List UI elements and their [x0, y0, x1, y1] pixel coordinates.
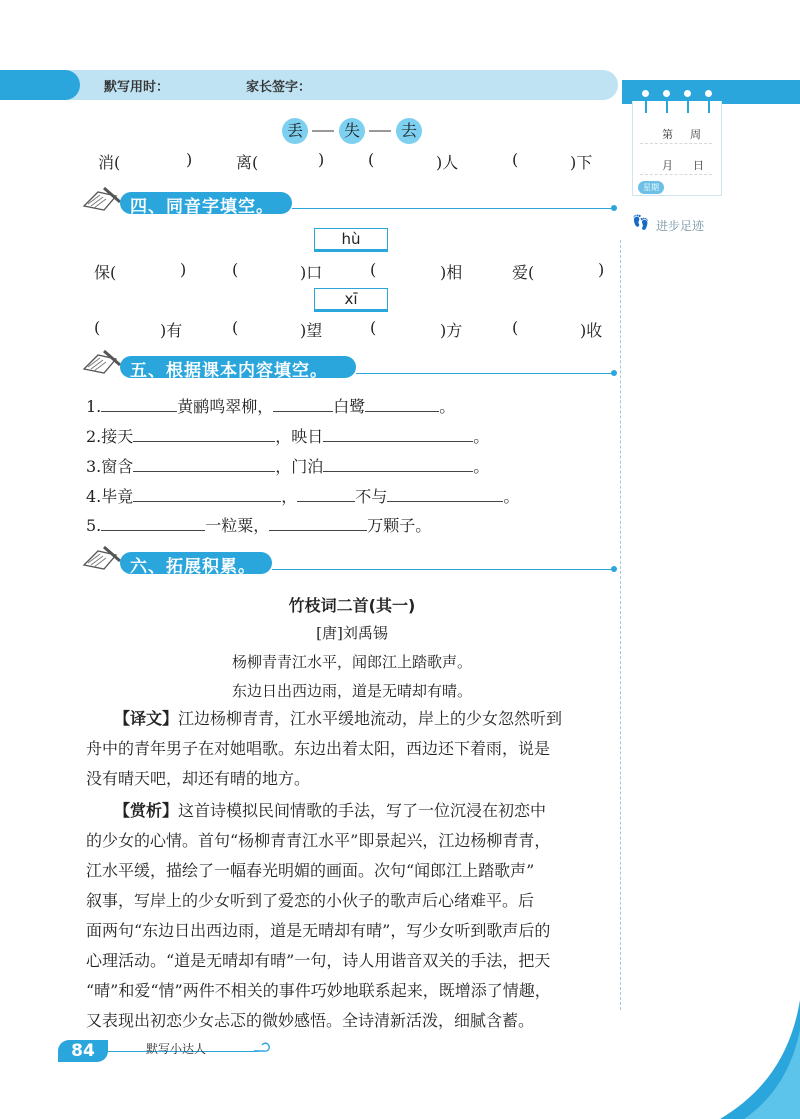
hu-cell: )口: [300, 263, 323, 282]
xi-cell: (: [232, 318, 239, 337]
answer-blank[interactable]: [133, 485, 281, 502]
poem-title: 竹枝词二首(其一): [288, 596, 416, 615]
ring-stem: [645, 97, 647, 113]
divider: [640, 143, 712, 144]
fill-line-4: [86, 483, 519, 511]
text-line: 这首诗模拟民间情歌的手法，写了一位沉浸在初恋中: [178, 801, 547, 820]
section-5-title: 五、根据课本内容填空。: [130, 361, 328, 381]
answer-blank[interactable]: [323, 455, 473, 472]
hu-cell: ): [598, 260, 605, 279]
text-line: 江边杨柳青青，江水平缓地流动，岸上的少女忽然听到: [178, 709, 563, 728]
text-line: 没有晴天吧，却还有晴的地方。: [86, 769, 311, 788]
answer-blank[interactable]: [273, 395, 333, 412]
poem-author: [唐]刘禹锡: [316, 624, 388, 642]
weekday-badge: 星期: [638, 181, 664, 194]
xi-cell: )有: [160, 321, 183, 340]
trio-cell: )下: [570, 153, 593, 172]
text-line: 又表现出初恋少女忐忑的微妙感悟。全诗清新活泼，细腻含蓄。: [86, 1011, 535, 1030]
trio-char: 去: [396, 118, 422, 144]
section-5-rule: [356, 373, 612, 374]
page-corner-decoration: [720, 1000, 800, 1119]
fill-text: ，映日: [275, 427, 324, 446]
pen-notebook-icon: [80, 543, 124, 571]
answer-blank[interactable]: [323, 425, 473, 442]
fill-text: 。: [503, 487, 520, 506]
parent-signature-label: 家长签字：: [246, 80, 312, 95]
fill-text: 白鹭: [333, 397, 366, 416]
footsteps-icon: 👣: [632, 215, 650, 231]
xi-cell: )收: [580, 321, 603, 340]
answer-blank[interactable]: [133, 425, 275, 442]
answer-blank[interactable]: [133, 455, 275, 472]
section-4-title: 四、同音字填空。: [130, 197, 274, 217]
fill-line-2: [86, 423, 489, 451]
xi-cell: (: [512, 318, 519, 337]
item-number: 1.: [86, 397, 102, 416]
hu-cell: (: [232, 260, 239, 279]
rule-end-dot: [611, 205, 617, 211]
trio-cell: ): [186, 150, 193, 169]
xi-cell: )望: [300, 321, 323, 340]
hu-cell: ): [180, 260, 187, 279]
hu-cell: 保(: [94, 263, 117, 282]
header-tab: [0, 70, 80, 100]
xi-cell: (: [94, 318, 101, 337]
trio-cell: (: [368, 150, 375, 169]
footer-label: 默写小达人: [146, 1042, 207, 1056]
section-6-rule: [272, 569, 612, 570]
answer-blank[interactable]: [387, 485, 503, 502]
fill-line-3: [86, 453, 489, 481]
trio-cell: 消(: [98, 153, 121, 172]
translation-tag: 【译文】: [114, 709, 179, 728]
fill-text: 万颗子。: [367, 516, 432, 535]
fill-text: 黄鹂鸣翠柳，: [177, 397, 274, 416]
item-number: 5.: [86, 516, 102, 535]
xi-cell: (: [370, 318, 377, 337]
item-number: 4.毕竟: [86, 487, 134, 506]
day-label: 日: [693, 159, 704, 172]
trio-cell: (: [512, 150, 519, 169]
text-line: 江水平缓，描绘了一幅春光明媚的画面。次句“闻郎江上踏歌声”: [86, 861, 535, 880]
fill-text: 。: [473, 427, 490, 446]
ring-stem: [708, 97, 710, 113]
section-4-rule: [292, 208, 612, 209]
curl-arrow-icon: [252, 1042, 272, 1058]
ring-stem: [687, 97, 689, 113]
fill-text: ，门泊: [275, 457, 324, 476]
text-line: “晴”和爱“情”两件不相关的事件巧妙地联系起来，既增添了情趣，: [86, 981, 551, 1000]
item-number: 3.窗含: [86, 457, 134, 476]
fill-text: 。: [439, 397, 456, 416]
pinyin-box: xī: [314, 288, 388, 312]
hu-cell: (: [370, 260, 377, 279]
answer-blank[interactable]: [101, 395, 177, 412]
divider: [640, 174, 712, 175]
progress-label: 进步足迹: [656, 219, 705, 233]
trio-char: 丢: [282, 118, 308, 144]
week-suffix: 周: [690, 128, 701, 141]
rule-end-dot: [611, 370, 617, 376]
fill-text: 一粒粟，: [205, 516, 270, 535]
fill-line-5: [86, 512, 431, 540]
item-number: 2.接天: [86, 427, 134, 446]
answer-blank[interactable]: [365, 395, 439, 412]
dash-connector: [312, 130, 334, 132]
xi-cell: )方: [440, 321, 463, 340]
dash-connector: [369, 130, 391, 132]
pinyin-box: hù: [314, 228, 388, 252]
ring-stem: [666, 97, 668, 113]
fill-text: ，: [281, 487, 298, 506]
text-line: 的少女的心情。首句“杨柳青青江水平”即景起兴，江边杨柳青青，: [86, 831, 551, 850]
text-line: 叙事，写岸上的少女听到了爱恋的小伙子的歌声后心绪难平。后: [86, 891, 535, 910]
trio-cell: ): [318, 150, 325, 169]
appreciation: [86, 796, 626, 1036]
text-line: 面两句“东边日出西边雨，道是无晴却有晴”，写少女听到歌声后的: [86, 921, 551, 940]
month-label: 月: [662, 159, 673, 172]
translation: [86, 704, 626, 794]
fill-text: 不与: [355, 487, 388, 506]
answer-blank[interactable]: [269, 514, 367, 531]
answer-blank[interactable]: [101, 514, 205, 531]
poem-line: 东边日出西边雨，道是无晴却有晴。: [231, 682, 472, 700]
section-6-title: 六、拓展积累。: [130, 557, 256, 577]
text-line: 舟中的青年男子在对她唱歌。东边出着太阳，西边还下着雨，说是: [86, 739, 551, 758]
text-line: 心理活动。“道是无晴却有晴”一句，诗人用谐音双关的手法，把天: [86, 951, 551, 970]
dictation-time-label: 默写用时：: [104, 80, 170, 95]
answer-blank[interactable]: [297, 485, 355, 502]
hu-cell: 爱(: [512, 263, 535, 282]
fill-line-1: [86, 393, 455, 421]
poem-line: 杨柳青青江水平，闻郎江上踏歌声。: [231, 653, 472, 671]
pen-notebook-icon: [80, 347, 124, 375]
trio-cell: 离(: [236, 153, 259, 172]
hu-cell: )相: [440, 263, 463, 282]
trio-char: 失: [339, 118, 365, 144]
trio-cell: )人: [436, 153, 459, 172]
pen-notebook-icon: [80, 184, 124, 212]
fill-text: 。: [473, 457, 490, 476]
rule-end-dot: [611, 566, 617, 572]
appreciation-tag: 【赏析】: [114, 801, 179, 820]
page-number: 84: [58, 1040, 108, 1062]
week-prefix: 第: [662, 128, 673, 141]
